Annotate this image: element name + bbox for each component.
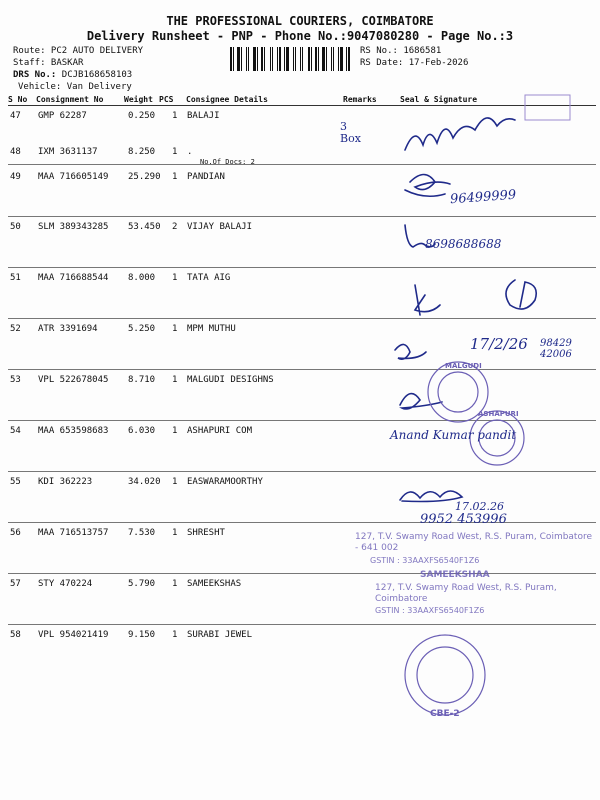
row-consignment: MAA 716605149 <box>38 172 109 182</box>
signature-49 <box>405 175 450 197</box>
row-pcs: 1 <box>172 273 178 283</box>
row-pcs: 2 <box>172 222 178 232</box>
row-sno: 57 <box>10 579 21 589</box>
row-pcs: 1 <box>172 426 178 436</box>
signature-47 <box>405 118 515 150</box>
row-note: No.Of Docs: 2 <box>200 158 255 166</box>
col-pcs: PCS <box>159 95 174 104</box>
row-consignment: MAA 653598683 <box>38 426 109 436</box>
col-seal-signature: Seal & Signature <box>400 95 478 104</box>
staff-label: Staff: BASKAR <box>13 58 84 68</box>
row-weight: 25.290 <box>128 172 161 182</box>
route-label: Route: PC2 AUTO DELIVERY <box>13 46 144 56</box>
drs-value: DCJB168658103 <box>61 70 133 80</box>
row-consignment: ATR 3391694 <box>38 324 98 334</box>
runsheet-subtitle: Delivery Runsheet - PNP - Phone No.:9047080280 - Page No.:3 <box>86 29 514 43</box>
row-consignment: GMP 62287 <box>38 111 87 121</box>
row-weight: 9.150 <box>128 630 156 640</box>
col-weight: Weight <box>124 95 153 104</box>
row-consignee: ASHAPURI COM <box>187 426 253 436</box>
stamp-address-2: 127, T.V. Swamy Road West, R.S. Puram, Coimbatore <box>375 583 557 604</box>
row-sno: 50 <box>10 222 21 232</box>
remark-47: 3 Box <box>340 120 361 145</box>
row-consignment: VPL 522678045 <box>38 375 109 385</box>
row-sno: 48 <box>10 147 21 157</box>
row-pcs: 1 <box>172 579 178 589</box>
row-weight: 7.530 <box>128 528 156 538</box>
row-sno: 47 <box>10 111 21 121</box>
stamp-gstin-1: GSTIN : 33AAXFS6540F1Z6 <box>370 556 480 565</box>
seal-ashapuri-text: ASHAPURI <box>478 410 519 418</box>
row-sno: 54 <box>10 426 21 436</box>
row-weight: 6.030 <box>128 426 156 436</box>
row-consignment: MAA 716688544 <box>38 273 109 283</box>
row-weight: 8.250 <box>128 147 156 157</box>
row-pcs: 1 <box>172 528 178 538</box>
row-weight: 5.790 <box>128 579 156 589</box>
row-sno: 58 <box>10 630 21 640</box>
drs-label: DRS No.: <box>13 70 57 80</box>
row-consignee: SAMEEKSHAS <box>187 579 242 589</box>
row-consignee: SHRESHT <box>187 528 225 538</box>
row-sno: 52 <box>10 324 21 334</box>
row-pcs: 1 <box>172 375 178 385</box>
row-consignment: SLM 389343285 <box>38 222 109 232</box>
row-consignee: MPM MUTHU <box>187 324 236 334</box>
col-consignee: Consignee Details <box>186 95 268 104</box>
row-consignee: VIJAY BALAJI <box>187 222 253 232</box>
row-consignee: . <box>187 147 193 157</box>
phone-49: 96499999 <box>449 187 517 208</box>
row-consignee: MALGUDI DESIGHNS <box>187 375 274 385</box>
seal-malgudi-text: MALGUDI <box>445 362 482 370</box>
row-weight: 0.250 <box>128 111 156 121</box>
company-title: THE PROFESSIONAL COURIERS, COIMBATORE <box>166 14 434 28</box>
row-consignment: MAA 716513757 <box>38 528 109 538</box>
signature-52 <box>395 344 426 359</box>
row-pcs: 1 <box>172 630 178 640</box>
col-sno: S No <box>8 95 28 104</box>
phone-50: 8698688688 <box>425 237 502 251</box>
vehicle-label: Vehicle: Van Delivery <box>18 82 132 92</box>
stamp-gstin-2: GSTIN : 33AAXFS6540F1Z6 <box>375 606 485 615</box>
signature-55 <box>400 491 462 502</box>
row-consignment: IXM 3631137 <box>38 147 98 157</box>
stamp-brand-2: SAMEEKSHAA <box>420 570 490 580</box>
row-sno: 53 <box>10 375 21 385</box>
row-consignment: VPL 954021419 <box>38 630 109 640</box>
rs-date: RS Date: 17-Feb-2026 <box>360 58 469 68</box>
row-sno: 56 <box>10 528 21 538</box>
row-consignee: TATA AIG <box>187 273 231 283</box>
row-sno: 51 <box>10 273 21 283</box>
row-consignee: PANDIAN <box>187 172 225 182</box>
row-sno: 49 <box>10 172 21 182</box>
signature-51 <box>415 280 536 315</box>
row-pcs: 1 <box>172 111 178 121</box>
date-52: 17/2/26 <box>470 335 528 353</box>
row-weight: 8.710 <box>128 375 156 385</box>
row-consignee: SURABI JEWEL <box>187 630 253 640</box>
rs-number: RS No.: 1686581 <box>360 46 442 56</box>
row-pcs: 1 <box>172 477 178 487</box>
col-remarks: Remarks <box>343 95 377 104</box>
date-55: 17.02.26 <box>455 500 504 513</box>
row-consignment: STY 470224 <box>38 579 93 589</box>
row-consignee: EASWARAMOORTHY <box>187 477 263 487</box>
row-weight: 34.020 <box>128 477 161 487</box>
stamp-address-1: 127, T.V. Swamy Road West, R.S. Puram, Coimbatore - 641 002 <box>355 532 593 553</box>
row-weight: 8.000 <box>128 273 156 283</box>
row-consignment: KDI 362223 <box>38 477 93 487</box>
stamp-sealsrect <box>525 95 570 120</box>
row-pcs: 1 <box>172 172 178 182</box>
row-consignee: BALAJI <box>187 111 220 121</box>
signature-53 <box>400 394 442 409</box>
name-54: Anand Kumar pandit <box>390 428 517 442</box>
row-weight: 5.250 <box>128 324 156 334</box>
row-pcs: 1 <box>172 324 178 334</box>
col-consignment: Consignment No <box>36 95 104 104</box>
seal-bottom-text: CBE-2 <box>430 709 460 719</box>
row-pcs: 1 <box>172 147 178 157</box>
phone-55: 9952 453996 <box>420 512 507 527</box>
number-52: 98429 42006 <box>540 338 572 360</box>
row-weight: 53.450 <box>128 222 161 232</box>
row-sno: 55 <box>10 477 21 487</box>
